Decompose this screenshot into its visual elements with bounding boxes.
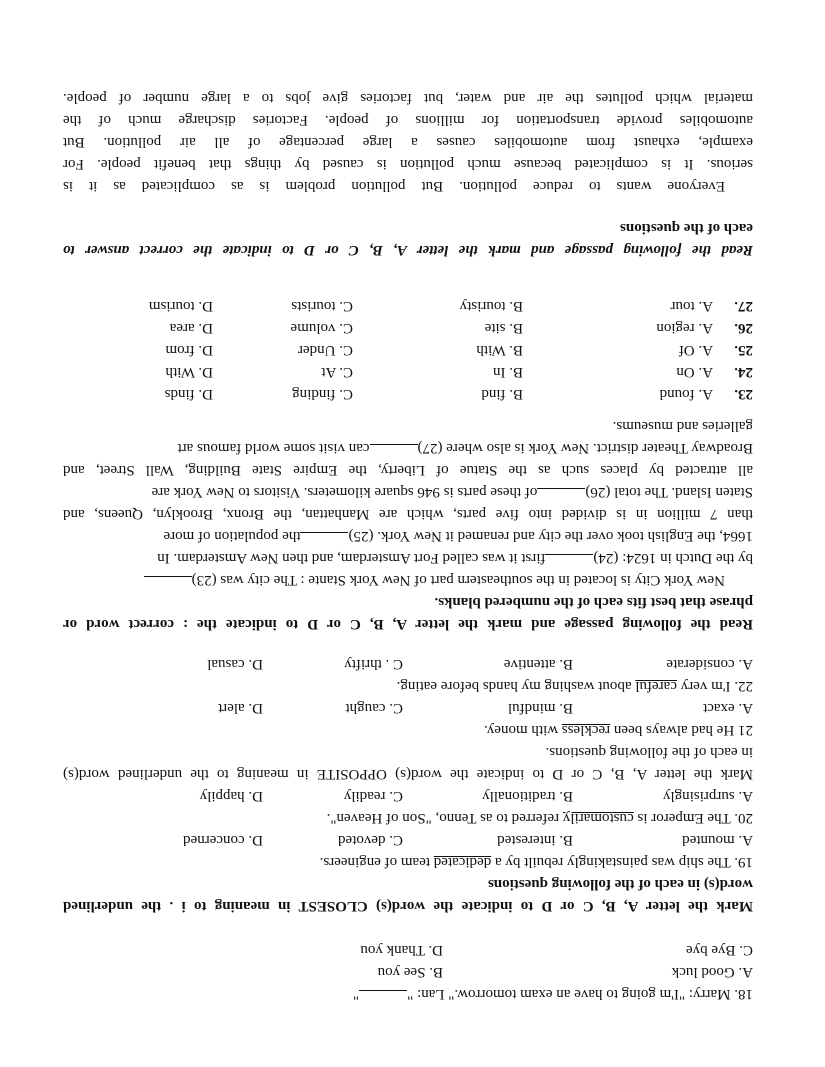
blank-23 [144, 576, 192, 591]
question-19-options [63, 829, 753, 851]
option-c[interactable]: C. devoted [338, 832, 403, 848]
reading-passage-line1: Everyone wants to reduce pollution. But pollution problem is as complicated as it is [63, 178, 725, 194]
underlined-word: dedicated [433, 854, 492, 870]
option-b[interactable]: B. attentive [503, 656, 573, 672]
option-b[interactable]: B. find [481, 386, 523, 402]
option-b[interactable]: B. traditionally [482, 788, 573, 804]
question-23-options: 23. A. found B. find C. finding D. finds [63, 383, 753, 405]
option-d[interactable]: D. concerned [183, 832, 263, 848]
question-18-stem: 18. Marry: "I'm going to have an exam tomorrow." Lan: "" [353, 983, 753, 1005]
cloze-passage-line1: New York City is located in the southeastern part of New York Stante : The city was (23) [63, 569, 753, 591]
blank-24 [545, 554, 593, 569]
question-27-options: 27. A. tour B. touristy C. tourists D. tourism [63, 295, 753, 317]
opposite-instruction-line1: Mark the letter A, B, C or D to indicate the word(s) OPPOSITE in meaning to the underlined word(s) [63, 766, 753, 782]
closest-instruction-line1: Mark the letter A, B, C or D to indicate the word(s) CLOSEST in meaning to i . the underlined [63, 898, 753, 914]
option-d[interactable]: D. Thank you [360, 942, 443, 958]
option-b[interactable]: B. interested [497, 832, 573, 848]
cloze-passage-line2: by the Dutch in 1624: (24)first it was called Fort Amsterdam, and then New Amsterdam. In [63, 547, 753, 569]
option-d[interactable]: D. area [169, 320, 213, 336]
cloze-instruction-line1: Read the following passage and mark the letter A, B, C or D to indicate the : correct word or [63, 616, 753, 632]
option-d[interactable]: D. alert [218, 700, 263, 716]
option-b[interactable]: B. In [493, 364, 523, 380]
question-18-options-row2 [63, 939, 753, 961]
option-a[interactable]: A. mounted [682, 832, 753, 848]
closest-instruction-line2: word(s) in each of the following questions [487, 876, 753, 892]
option-a[interactable]: A. tour [670, 298, 713, 314]
option-c[interactable]: C. At [321, 364, 353, 380]
option-a[interactable]: A. exact [703, 700, 753, 716]
question-26-options: 26. A. region B. site C. volume D. area [63, 317, 753, 339]
option-c[interactable]: C. caught [345, 700, 403, 716]
reading-instruction-line1: Read the following passage and mark the letter A, B, C or D to indicate the correct answer to [63, 242, 753, 258]
question-24-options: 24. A. On B. In C. At D. With [63, 361, 753, 383]
option-d[interactable]: D. from [165, 342, 213, 358]
option-a[interactable]: A. Of [678, 342, 713, 358]
option-a[interactable]: A. considerate [666, 656, 753, 672]
question-25-options: 25. A. Of B. With C. Under D. from [63, 339, 753, 361]
reading-passage-line3: example, exhaust from automobiles causes a large percentage of all air pollution. But [63, 134, 753, 150]
reading-passage-line2: serious. It is complicated because much pollution is caused by things that benefit people. For [63, 156, 753, 172]
cloze-passage-line8: galleries and museums. [612, 418, 753, 434]
option-a[interactable]: A. region [656, 320, 713, 336]
option-c[interactable]: C. Bye bye [685, 942, 753, 958]
opposite-instruction-line2: in each of the following questions. [545, 744, 753, 760]
option-c[interactable]: C. volume [290, 320, 353, 336]
option-c[interactable]: C. Under [298, 342, 353, 358]
option-d[interactable]: D. tourism [148, 298, 213, 314]
reading-passage-line4: automobiles provide transportation for millions of people. Factories discharge much of the [63, 112, 753, 128]
answer-blank [359, 990, 407, 1005]
underlined-word: reckless [561, 722, 611, 738]
underlined-word: careful [635, 678, 677, 694]
cloze-passage-line5: Staten Island. The total (26)of these parts is 946 square kilometers. Visitors to New York are [63, 481, 753, 503]
blank-26 [537, 488, 585, 503]
option-b[interactable]: B. With [476, 342, 523, 358]
question-21-options [63, 697, 753, 719]
question-18-options-row1 [63, 961, 753, 983]
blank-25 [300, 532, 348, 547]
question-22-stem: 22. I'm very careful about washing my hands before eating. [396, 678, 753, 694]
option-d[interactable]: D. casual [207, 656, 263, 672]
option-c[interactable]: C. tourists [291, 298, 353, 314]
option-a[interactable]: A. found [659, 386, 713, 402]
option-b[interactable]: B. mindful [507, 700, 573, 716]
cloze-passage-line6: all attracted by places such as the Statue of Liberty, the Empire State Building, Wall Street, and [63, 462, 753, 478]
option-d[interactable]: D. With [165, 364, 213, 380]
option-c[interactable]: C . thrifty [344, 656, 403, 672]
cloze-passage-line7: Broadway Theater district. New York is also where (27)can visit some world famous art [63, 437, 753, 459]
option-a[interactable]: A. surprisingly [663, 788, 753, 804]
cloze-instruction-line2: phrase that best fits each of the numbered blanks. [434, 594, 753, 610]
option-b[interactable]: B. See you [377, 964, 443, 980]
option-c[interactable]: C. readily [343, 788, 403, 804]
cloze-passage-line3: 1664, the English took over the city and renamed it New York. (25)the population of more [63, 525, 753, 547]
underlined-word: customarily [562, 810, 634, 826]
question-20-options [63, 785, 753, 807]
option-b[interactable]: B. site [484, 320, 523, 336]
option-b[interactable]: B. touristy [459, 298, 523, 314]
question-21-stem: 21 He had always been reckless with money. [484, 722, 753, 738]
cloze-passage-line4: than 7 million in is divided into five parts, which are Manhattan, the Bronx, Brooklyn, Queens, and [63, 506, 753, 522]
question-20-stem: 20. The Emperor is customarily referred to as Tenno, "Son of Heaven". [326, 810, 753, 826]
option-a[interactable]: A. Good luck [671, 964, 753, 980]
option-d[interactable]: D. happily [199, 788, 263, 804]
blank-27 [370, 444, 418, 459]
option-d[interactable]: D. finds [164, 386, 213, 402]
question-19-stem: 19. The ship was painstakingly rebuilt by a dedicated team of engineers. [319, 854, 753, 870]
reading-passage-line5: material which pollutes the air and water, but factories give jobs to a large number of people. [63, 90, 753, 106]
reading-instruction-line2: each of the questions [620, 220, 753, 236]
option-c[interactable]: C. finding [292, 386, 353, 402]
option-a[interactable]: A. On [676, 364, 713, 380]
question-22-options [63, 653, 753, 675]
